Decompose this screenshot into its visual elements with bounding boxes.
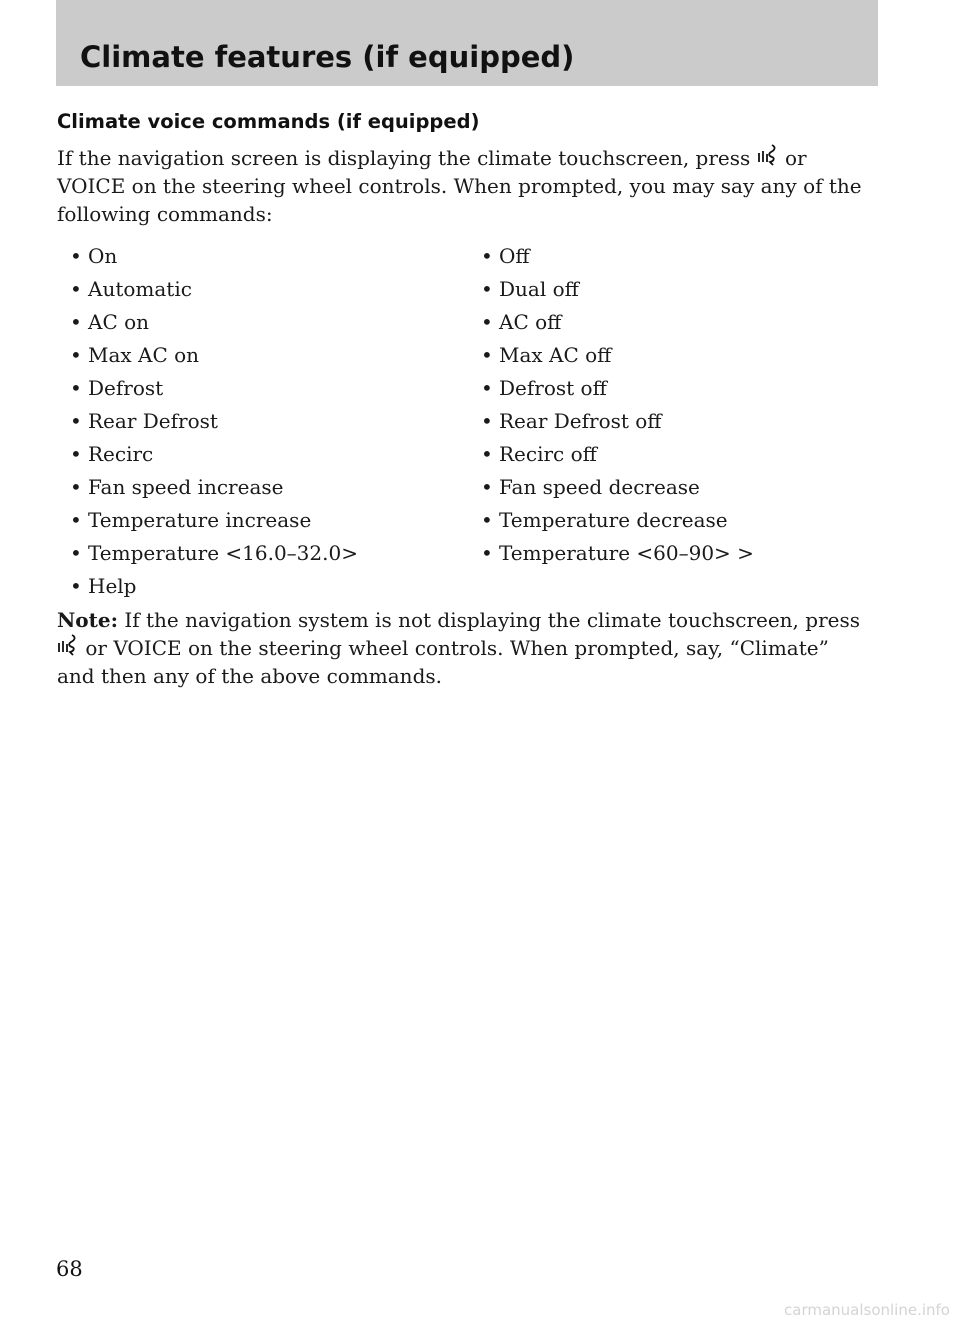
command-text: On [88,244,118,268]
command-text: Max AC on [88,343,200,367]
command-text: Dual off [499,277,579,301]
note-text-part1: If the navigation system is not displaying the climate touchscreen, press [124,608,861,632]
voice-icon [757,144,779,168]
list-item: • Max AC on [70,343,200,367]
list-item: • Off [481,244,530,268]
command-text: Fan speed decrease [499,475,700,499]
note-text-part2: or VOICE on the steering wheel controls. When prompted, say, “Climate” and then any of the above commands. [57,636,829,688]
section-title: Climate voice commands (if equipped) [57,110,480,133]
note-paragraph [57,606,869,690]
list-item: • AC off [481,310,562,334]
command-text: AC off [499,310,562,334]
list-item: • Recirc [70,442,154,466]
list-item: • Fan speed decrease [481,475,700,499]
command-text: Defrost off [499,376,607,400]
command-text: Max AC off [499,343,612,367]
page-number: 68 [56,1257,83,1281]
list-item: • Automatic [70,277,192,301]
note-label: Note: [57,608,118,632]
command-text: Temperature decrease [499,508,728,532]
list-item: • Dual off [481,277,579,301]
command-text: Rear Defrost off [499,409,662,433]
voice-icon [57,634,79,658]
command-text: Rear Defrost [88,409,218,433]
list-item: • Temperature decrease [481,508,728,532]
list-item: • Temperature <16.0–32.0> [70,541,358,565]
intro-text-part1: If the navigation screen is displaying the climate touchscreen, press [57,146,751,170]
list-item: • Help [70,574,137,598]
command-text: Temperature <16.0–32.0> [88,541,358,565]
command-text: Fan speed increase [88,475,284,499]
command-text: AC on [88,310,150,334]
command-text: Recirc [88,442,154,466]
command-text: Defrost [88,376,164,400]
list-item: • Max AC off [481,343,612,367]
command-text: Recirc off [499,442,597,466]
voice-command-list [57,240,869,603]
list-item: • On [70,244,118,268]
list-item: • AC on [70,310,150,334]
command-text: Temperature increase [88,508,312,532]
list-item: • Defrost [70,376,164,400]
page-header-title: Climate features (if equipped) [80,40,575,74]
command-text: Off [499,244,530,268]
intro-text-part2: or VOICE on the steering wheel controls. When prompted, you may say any of the following commands: [57,146,862,226]
command-text: Automatic [88,277,192,301]
list-item: • Defrost off [481,376,607,400]
list-item: • Temperature <60–90> > [481,541,754,565]
command-text: Temperature <60–90> > [499,541,754,565]
intro-paragraph [57,144,869,228]
main-content [57,110,869,690]
list-item: • Fan speed increase [70,475,284,499]
list-item: • Temperature increase [70,508,312,532]
header-band [56,0,878,86]
list-item: • Rear Defrost off [481,409,662,433]
list-item: • Recirc off [481,442,597,466]
list-item: • Rear Defrost [70,409,218,433]
command-text: Help [88,574,137,598]
watermark: carmanualsonline.info [784,1301,950,1319]
